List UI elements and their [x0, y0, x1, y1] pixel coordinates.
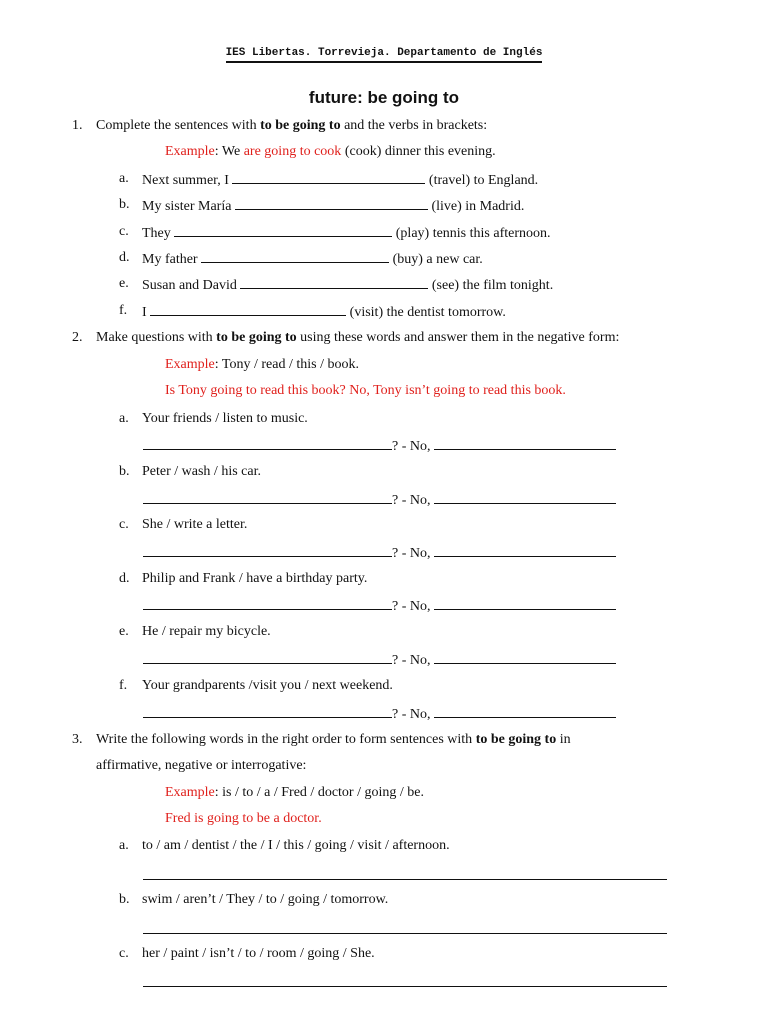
answer-blank[interactable]	[434, 436, 616, 450]
item-text: to / am / dentist / the / I / this / going / visit / afternoon.	[142, 838, 450, 853]
item-letter: c.	[119, 224, 129, 239]
exercise-2-example-answer: Is Tony going to read this book? No, Tony isn’t going to read this book.	[165, 383, 566, 398]
answer-blank[interactable]	[434, 650, 616, 664]
item-text: (visit) the dentist tomorrow.	[346, 305, 506, 320]
exercise-1-example	[165, 143, 496, 161]
exercise-2-example	[165, 356, 359, 374]
item-letter: c.	[119, 946, 129, 961]
answer-blank[interactable]	[150, 302, 346, 316]
item-letter: d.	[119, 250, 130, 265]
item-letter: f.	[119, 303, 128, 318]
exercise-3-instruction-line2: affirmative, negative or interrogative:	[96, 758, 307, 773]
answer-blank[interactable]	[201, 249, 389, 263]
item-letter: b.	[119, 197, 130, 212]
answer-separator: ? - No,	[392, 493, 434, 508]
instruction-bold: to be going to	[260, 118, 341, 133]
question-blank[interactable]	[143, 543, 392, 557]
answer-row	[143, 436, 616, 456]
item-letter: a.	[119, 411, 129, 426]
example-text: : is / to / a / Fred / doctor / going / be.	[214, 785, 424, 800]
item-text: They	[142, 226, 175, 241]
item-text: My father	[142, 252, 202, 267]
question-blank[interactable]	[143, 650, 392, 664]
example-text: : Tony / read / this / book.	[214, 357, 359, 372]
answer-row	[143, 490, 616, 510]
exercise-number: 2.	[72, 330, 83, 345]
item-text: (travel) to England.	[425, 173, 539, 188]
item-letter: f.	[119, 678, 128, 693]
instruction-bold: to be going to	[475, 732, 557, 747]
item-letter: b.	[119, 464, 130, 479]
answer-blank[interactable]	[434, 490, 616, 504]
answer-blank[interactable]	[240, 275, 428, 289]
instruction-text: in	[556, 732, 571, 747]
instruction-text: Make questions with	[96, 330, 217, 345]
instruction-bold: to be going to	[216, 330, 297, 345]
item-text: Susan and David	[142, 278, 241, 293]
answer-row	[143, 704, 616, 724]
item-letter: a.	[119, 171, 129, 186]
answer-separator: ? - No,	[392, 653, 434, 668]
example-label: Example	[165, 144, 215, 159]
page-title: future: be going to	[308, 88, 460, 107]
answer-separator: ? - No,	[392, 707, 434, 722]
item-letter: e.	[119, 276, 129, 291]
item-letter: e.	[119, 624, 129, 639]
exercise-3-example	[165, 784, 424, 802]
answer-separator: ? - No,	[392, 546, 434, 561]
document-header	[0, 44, 768, 63]
exercise-number: 3.	[72, 732, 83, 747]
item-text: My sister María	[142, 199, 235, 214]
instruction-text: and the verbs in brackets:	[340, 118, 488, 133]
answer-row	[143, 596, 616, 616]
exercise-number: 1.	[72, 118, 83, 133]
item-letter: d.	[119, 571, 130, 586]
item-text: (play) tennis this afternoon.	[392, 226, 551, 241]
example-label: Example	[165, 357, 215, 372]
example-answer: are going to cook	[243, 144, 342, 159]
answer-blank[interactable]	[174, 223, 392, 237]
item-text: Your grandparents /visit you / next weekend.	[142, 678, 393, 693]
item-text: I	[142, 305, 151, 320]
answer-separator: ? - No,	[392, 439, 434, 454]
item-text: (buy) a new car.	[389, 252, 483, 267]
item-text: her / paint / isn’t / to / room / going / She.	[142, 946, 375, 961]
instruction-text: Complete the sentences with	[96, 118, 261, 133]
answer-line[interactable]	[143, 879, 667, 880]
question-blank[interactable]	[143, 704, 392, 718]
answer-line[interactable]	[143, 986, 667, 987]
example-label: Example	[165, 785, 215, 800]
item-letter: b.	[119, 892, 130, 907]
answer-line[interactable]	[143, 933, 667, 934]
instruction-text: using these words and answer them in the negative form:	[296, 330, 620, 345]
example-text: (cook) dinner this evening.	[341, 144, 496, 159]
item-text: Philip and Frank / have a birthday party.	[142, 571, 368, 586]
item-text: Next summer, I	[142, 173, 233, 188]
item-letter: c.	[119, 517, 129, 532]
item-text: She / write a letter.	[142, 517, 248, 532]
item-letter: a.	[119, 838, 129, 853]
answer-separator: ? - No,	[392, 599, 434, 614]
item-text: Your friends / listen to music.	[142, 411, 308, 426]
answer-blank[interactable]	[434, 704, 616, 718]
item-text: (live) in Madrid.	[427, 199, 525, 214]
example-text: : We	[214, 144, 244, 159]
answer-row	[143, 543, 616, 563]
answer-blank[interactable]	[235, 196, 428, 210]
item-text: He / repair my bicycle.	[142, 624, 271, 639]
answer-blank[interactable]	[232, 170, 425, 184]
item-text: (see) the film tonight.	[428, 278, 554, 293]
item-text: swim / aren’t / They / to / going / tomorrow.	[142, 892, 389, 907]
question-blank[interactable]	[143, 490, 392, 504]
question-blank[interactable]	[143, 436, 392, 450]
header-text: IES Libertas. Torrevieja. Departamento de Inglés	[226, 47, 543, 63]
item-text: Peter / wash / his car.	[142, 464, 261, 479]
answer-blank[interactable]	[434, 543, 616, 557]
answer-blank[interactable]	[434, 596, 616, 610]
exercise-3-example-answer: Fred is going to be a doctor.	[165, 811, 322, 826]
instruction-text: Write the following words in the right order to form sentences with	[96, 732, 476, 747]
answer-row	[143, 650, 616, 670]
question-blank[interactable]	[143, 596, 392, 610]
